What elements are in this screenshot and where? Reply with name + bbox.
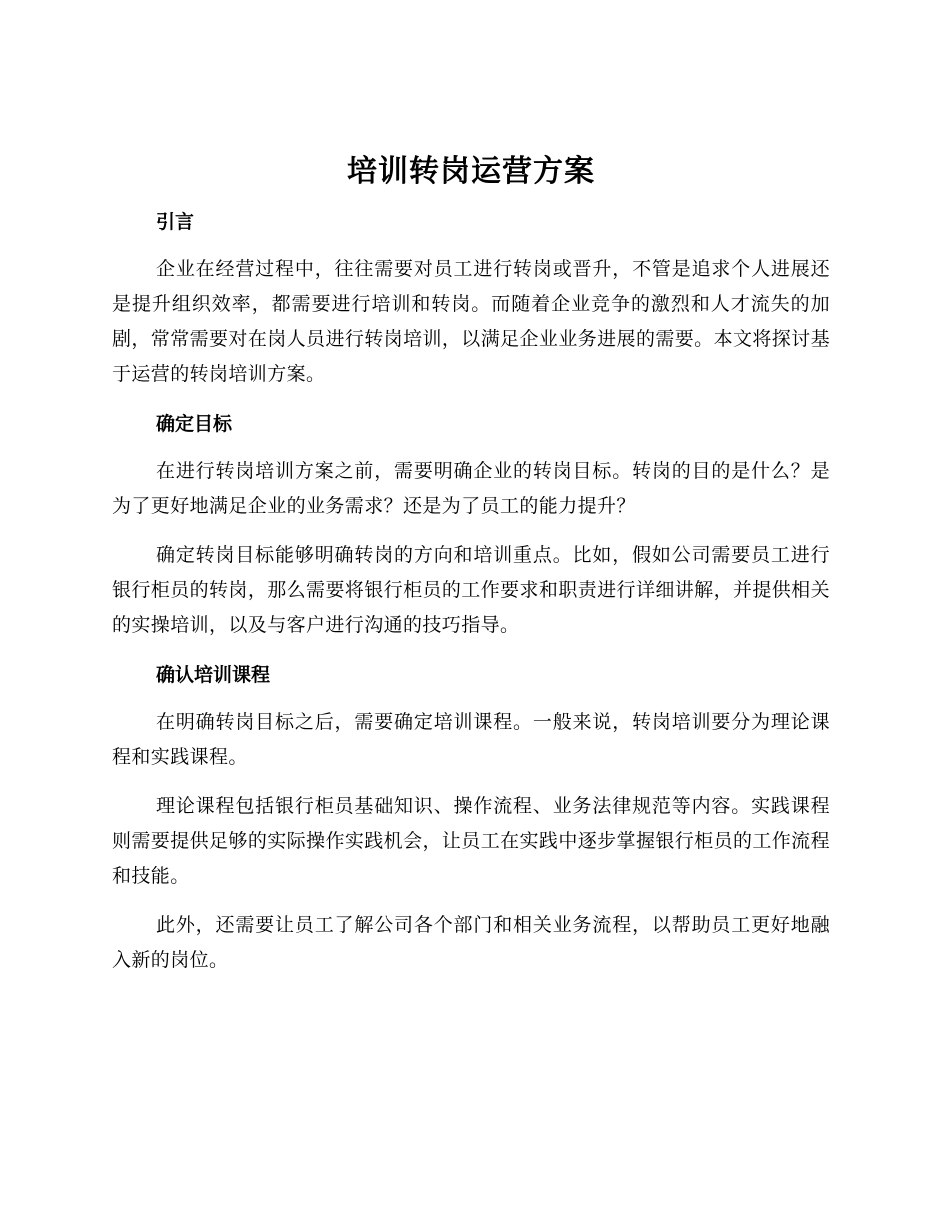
paragraph: 在明确转岗目标之后，需要确定培训课程。一般来说，转岗培训要分为理论课程和实践课程。 (112, 711, 830, 768)
paragraph: 企业在经营过程中，往往需要对员工进行转岗或晋升，不管是追求个人进展还是提升组织效率，都需要进行培训和转岗。而随着企业竞争的激烈和人才流失的加剧，常常需要对在岗人员进行转岗培训，以满足企业业务进展的需要。本文将探讨基于运营的转岗培训方案。 (112, 258, 830, 385)
section-heading-define-goals: 确定目标 (156, 413, 233, 435)
document-body (112, 148, 830, 978)
paragraph: 确定转岗目标能够明确转岗的方向和培训重点。比如，假如公司需要员工进行银行柜员的转岗，那么需要将银行柜员的工作要求和职责进行详细讲解，并提供相关的实操培训，以及与客户进行沟通的技巧指导。 (112, 544, 830, 636)
section-heading-introduction: 引言 (156, 211, 195, 233)
paragraph: 理论课程包括银行柜员基础知识、操作流程、业务法律规范等内容。实践课程则需要提供足够的实际操作实践机会，让员工在实践中逐步掌握银行柜员的工作流程和技能。 (112, 795, 830, 887)
paragraph: 此外，还需要让员工了解公司各个部门和相关业务流程，以帮助员工更好地融入新的岗位。 (112, 914, 830, 971)
paragraph: 在进行转岗培训方案之前，需要明确企业的转岗目标。转岗的目的是什么？是为了更好地满足企业的业务需求？还是为了员工的能力提升？ (112, 460, 830, 517)
document-title: 培训转岗运营方案 (347, 154, 595, 189)
section-heading-training-courses: 确认培训课程 (156, 664, 271, 686)
